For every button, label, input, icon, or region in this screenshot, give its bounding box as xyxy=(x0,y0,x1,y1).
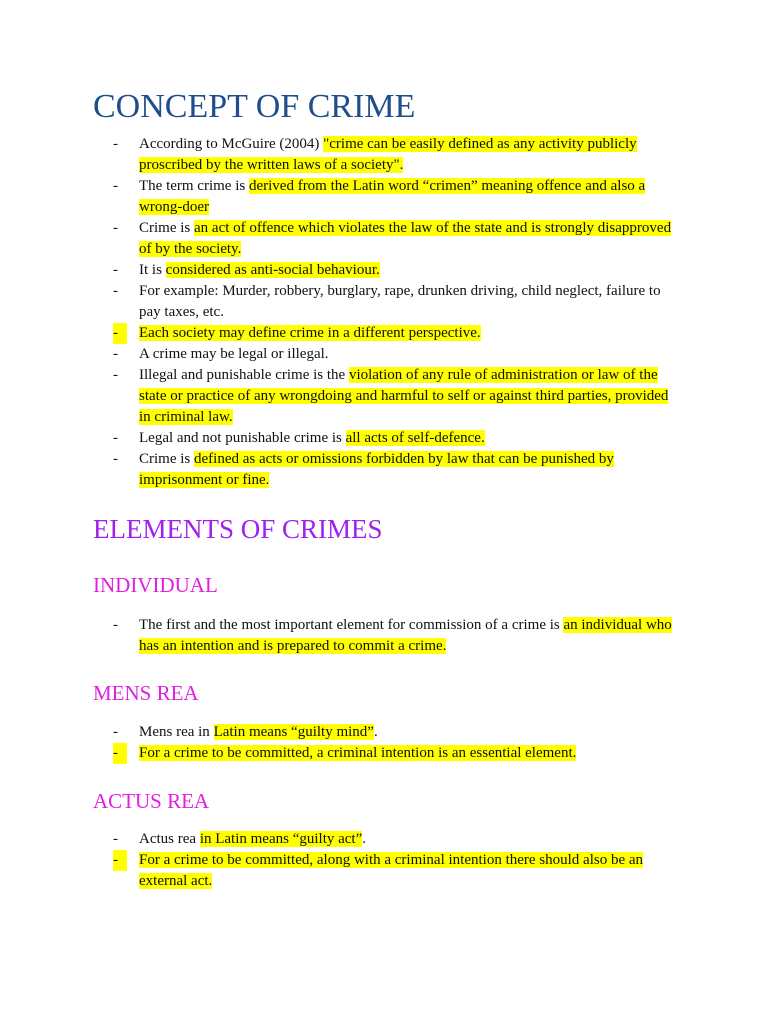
list-item xyxy=(113,218,683,260)
highlighted-text: For a crime to be committed, a criminal intention is an essential element. xyxy=(139,745,577,761)
heading-mens-rea: MENS REA xyxy=(93,681,199,705)
list-item xyxy=(113,829,683,850)
highlighted-text: defined as acts or omissions forbidden by law that can be punished by imprisonment or fine. xyxy=(139,451,614,488)
list-item xyxy=(113,449,683,491)
heading-elements-of-crimes: ELEMENTS OF CRIMES xyxy=(93,514,383,544)
list-item xyxy=(113,850,683,892)
bullet-dash: - xyxy=(113,743,127,764)
list-item xyxy=(113,615,683,657)
bullet-dash: - xyxy=(113,831,118,847)
list-item xyxy=(113,365,683,428)
item-text: . xyxy=(373,724,378,740)
list-item xyxy=(113,260,683,281)
heading-actus-rea: ACTUS REA xyxy=(93,789,210,813)
bullet-dash: - xyxy=(113,850,127,871)
highlighted-text: in Latin means “guilty act” xyxy=(199,831,363,847)
item-text: It is xyxy=(139,262,166,278)
list-item xyxy=(113,722,683,743)
list-item xyxy=(113,323,683,344)
item-text: Actus rea xyxy=(139,831,200,847)
concept-list xyxy=(113,134,683,491)
highlighted-text: "crime can be easily defined as any activity publicly proscribed by the written laws of a society". xyxy=(139,136,637,173)
list-item xyxy=(113,134,683,176)
title-concept-of-crime: CONCEPT OF CRIME xyxy=(93,88,416,125)
bullet-dash: - xyxy=(113,178,118,194)
bullet-dash: - xyxy=(113,262,118,278)
bullet-dash: - xyxy=(113,451,118,467)
highlighted-text: considered as anti-social behaviour. xyxy=(165,262,380,278)
list-item xyxy=(113,428,683,449)
bullet-dash: - xyxy=(113,283,118,299)
highlighted-text: all acts of self-defence. xyxy=(345,430,485,446)
mens-rea-list xyxy=(113,722,683,764)
bullet-dash: - xyxy=(113,724,118,740)
highlighted-text: For a crime to be committed, along with a criminal intention there should also be an external act. xyxy=(139,852,644,889)
highlighted-text: violation of any rule of administration or law of the state or practice of any wrongdoing and harmful to self or against third parties, provided in criminal law. xyxy=(139,367,669,425)
individual-list xyxy=(113,615,683,657)
bullet-dash: - xyxy=(113,346,118,362)
bullet-dash: - xyxy=(113,617,118,633)
highlighted-text: Each society may define crime in a different perspective. xyxy=(139,325,481,341)
bullet-dash: - xyxy=(113,220,118,236)
item-text: According to McGuire (2004) xyxy=(139,136,324,152)
item-text: . xyxy=(362,831,367,847)
bullet-dash: - xyxy=(113,136,118,152)
item-text: Crime is xyxy=(139,451,194,467)
highlighted-text: Latin means “guilty mind” xyxy=(213,724,374,740)
item-text: Crime is xyxy=(139,220,194,236)
item-text: Legal and not punishable crime is xyxy=(139,430,346,446)
item-text: The first and the most important element for commission of a crime is xyxy=(139,617,564,633)
highlighted-text: an individual who has an intention and is prepared to commit a crime. xyxy=(139,617,672,654)
list-item xyxy=(113,743,683,764)
item-text: Mens rea in xyxy=(139,724,214,740)
highlighted-text: derived from the Latin word “crimen” meaning offence and also a wrong-doer xyxy=(139,178,646,215)
list-item xyxy=(113,176,683,218)
item-text: Illegal and punishable crime is the xyxy=(139,367,349,383)
highlighted-text: an act of offence which violates the law of the state and is strongly disapproved of by the society. xyxy=(139,220,672,257)
bullet-dash: - xyxy=(113,323,127,344)
list-item xyxy=(113,344,683,365)
list-item xyxy=(113,281,683,323)
item-text: A crime may be legal or illegal. xyxy=(139,346,329,362)
bullet-dash: - xyxy=(113,367,118,383)
actus-rea-list xyxy=(113,829,683,892)
item-text: For example: Murder, robbery, burglary, rape, drunken driving, child neglect, failure to pay taxes, etc. xyxy=(139,283,661,320)
bullet-dash: - xyxy=(113,430,118,446)
item-text: The term crime is xyxy=(139,178,249,194)
heading-individual: INDIVIDUAL xyxy=(93,573,218,597)
